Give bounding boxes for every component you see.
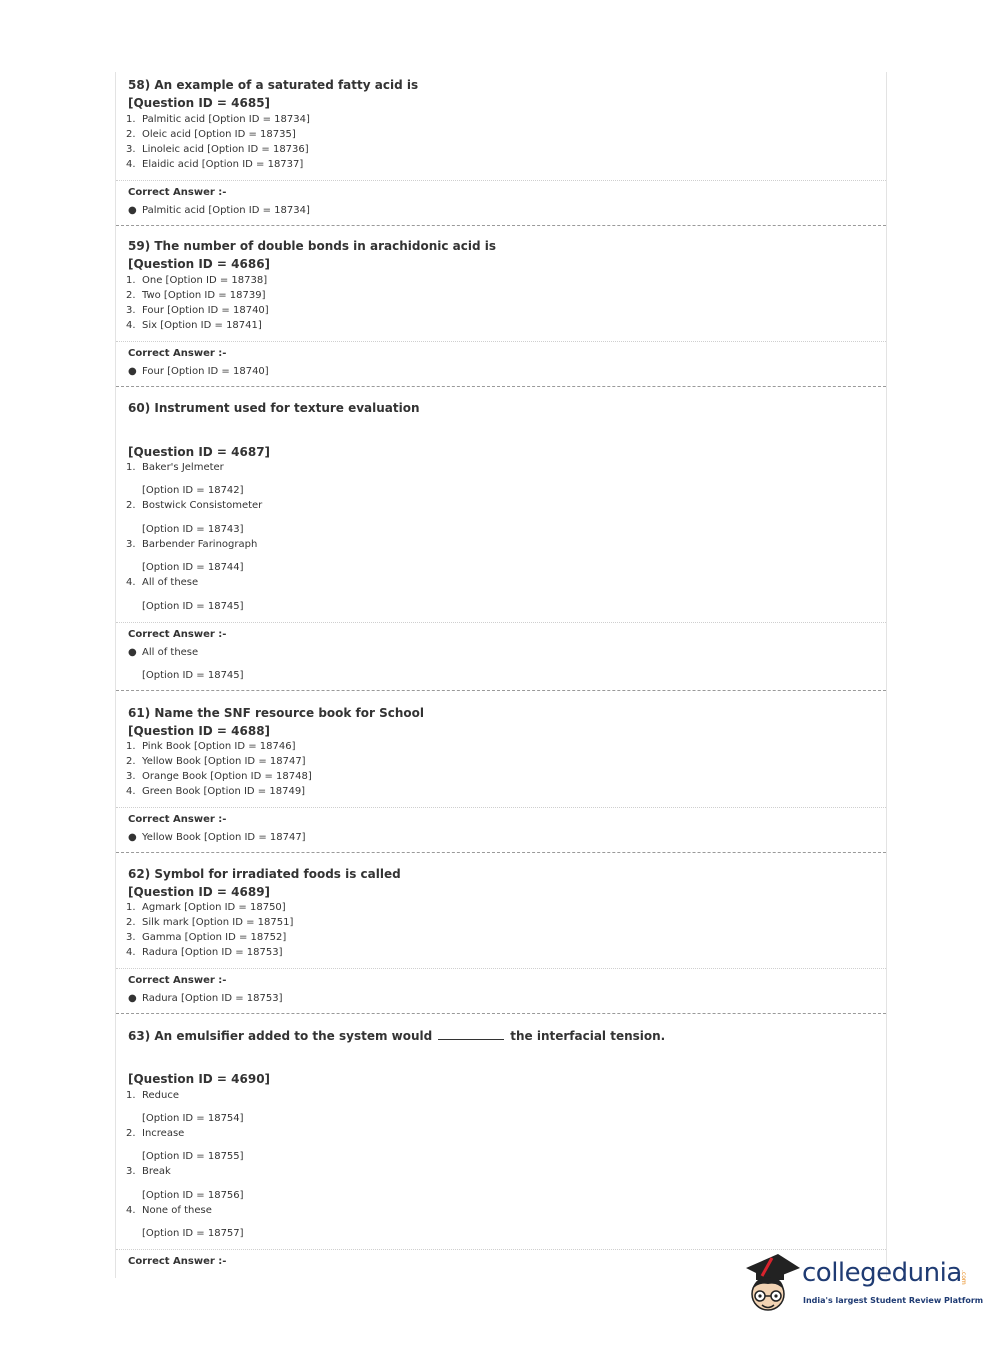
question-60-id: [Question ID = 4687] (128, 445, 271, 459)
question-63-option-4: 4. None of these (126, 1205, 212, 1216)
question-58-title: 58) An example of a saturated fatty acid is (128, 78, 419, 92)
question-60-option-2: 2. Bostwick Consistometer (126, 500, 263, 511)
logo-tagline: India's largest Student Review Platform (803, 1296, 984, 1305)
question-63-option-2-id: [Option ID = 18755] (142, 1151, 244, 1162)
mascot-graduate-icon (742, 1250, 802, 1320)
question-60-correct-answer-label: Correct Answer :- (128, 629, 227, 640)
question-63-option-1-id: [Option ID = 18754] (142, 1113, 244, 1124)
question-58-option-4: 4. Elaidic acid [Option ID = 18737] (126, 159, 304, 170)
question-60-option-1-id: [Option ID = 18742] (142, 485, 244, 496)
question-separator (116, 225, 886, 226)
question-60-correct-answer-id: [Option ID = 18745] (142, 670, 244, 681)
question-61-option-2: 2. Yellow Book [Option ID = 18747] (126, 756, 306, 767)
question-61-title: 61) Name the SNF resource book for School (128, 706, 425, 720)
question-62-id: [Question ID = 4689] (128, 885, 271, 899)
divider (116, 807, 886, 808)
question-60-option-3: 3. Barbender Farinograph (126, 539, 258, 550)
question-separator (116, 386, 886, 387)
question-61-id: [Question ID = 4688] (128, 724, 271, 738)
question-58-option-1: 1. Palmitic acid [Option ID = 18734] (126, 114, 310, 125)
question-58-option-3: 3. Linoleic acid [Option ID = 18736] (126, 144, 309, 155)
question-separator (116, 852, 886, 853)
logo-wordmark: collegedunia (802, 1258, 962, 1288)
question-61-option-3: 3. Orange Book [Option ID = 18748] (126, 771, 312, 782)
collegedunia-logo (742, 1250, 984, 1320)
question-63-option-3: 3. Break (126, 1166, 171, 1177)
question-61-correct-answer: ● Yellow Book [Option ID = 18747] (128, 832, 306, 843)
question-59-correct-answer: ● Four [Option ID = 18740] (128, 366, 269, 377)
question-59-option-3: 3. Four [Option ID = 18740] (126, 305, 269, 316)
question-59-title: 59) The number of double bonds in arachidonic acid is (128, 239, 496, 253)
divider (116, 180, 886, 181)
question-60-option-3-id: [Option ID = 18744] (142, 562, 244, 573)
question-58-option-2: 2. Oleic acid [Option ID = 18735] (126, 129, 296, 140)
question-59-option-1: 1. One [Option ID = 18738] (126, 275, 268, 286)
question-63-id: [Question ID = 4690] (128, 1072, 271, 1086)
fill-in-blank (438, 1030, 504, 1040)
question-59-id: [Question ID = 4686] (128, 257, 271, 271)
question-60-option-4-id: [Option ID = 18745] (142, 601, 244, 612)
question-59-option-2: 2. Two [Option ID = 18739] (126, 290, 266, 301)
question-63-correct-answer-label: Correct Answer :- (128, 1256, 227, 1267)
question-61-option-1: 1. Pink Book [Option ID = 18746] (126, 741, 296, 752)
logo-suffix: .com (960, 1270, 967, 1285)
divider (116, 968, 886, 969)
question-separator (116, 690, 886, 691)
question-62-correct-answer: ● Radura [Option ID = 18753] (128, 993, 283, 1004)
question-63-option-1: 1. Reduce (126, 1090, 179, 1101)
question-62-option-2: 2. Silk mark [Option ID = 18751] (126, 917, 294, 928)
question-62-correct-answer-label: Correct Answer :- (128, 975, 227, 986)
question-sheet (115, 72, 887, 1278)
question-60-correct-answer: ● All of these (128, 647, 199, 658)
question-separator (116, 1013, 886, 1014)
question-62-option-3: 3. Gamma [Option ID = 18752] (126, 932, 287, 943)
question-60-option-1: 1. Baker's Jelmeter (126, 462, 224, 473)
question-58-correct-answer: ● Palmitic acid [Option ID = 18734] (128, 205, 310, 216)
question-60-title: 60) Instrument used for texture evaluation (128, 401, 420, 415)
question-62-option-4: 4. Radura [Option ID = 18753] (126, 947, 283, 958)
question-62-title: 62) Symbol for irradiated foods is called (128, 867, 401, 881)
question-62-option-1: 1. Agmark [Option ID = 18750] (126, 902, 286, 913)
question-59-option-4: 4. Six [Option ID = 18741] (126, 320, 262, 331)
question-63-title: 63) An emulsifier added to the system would the interfacial tension. (128, 1029, 666, 1043)
divider (116, 341, 886, 342)
question-61-correct-answer-label: Correct Answer :- (128, 814, 227, 825)
question-63-option-3-id: [Option ID = 18756] (142, 1190, 244, 1201)
question-60-option-2-id: [Option ID = 18743] (142, 524, 244, 535)
divider (116, 622, 886, 623)
question-58-id: [Question ID = 4685] (128, 96, 271, 110)
question-63-option-4-id: [Option ID = 18757] (142, 1228, 244, 1239)
question-58-correct-answer-label: Correct Answer :- (128, 187, 227, 198)
question-61-option-4: 4. Green Book [Option ID = 18749] (126, 786, 306, 797)
question-60-option-4: 4. All of these (126, 577, 199, 588)
question-59-correct-answer-label: Correct Answer :- (128, 348, 227, 359)
question-63-option-2: 2. Increase (126, 1128, 185, 1139)
